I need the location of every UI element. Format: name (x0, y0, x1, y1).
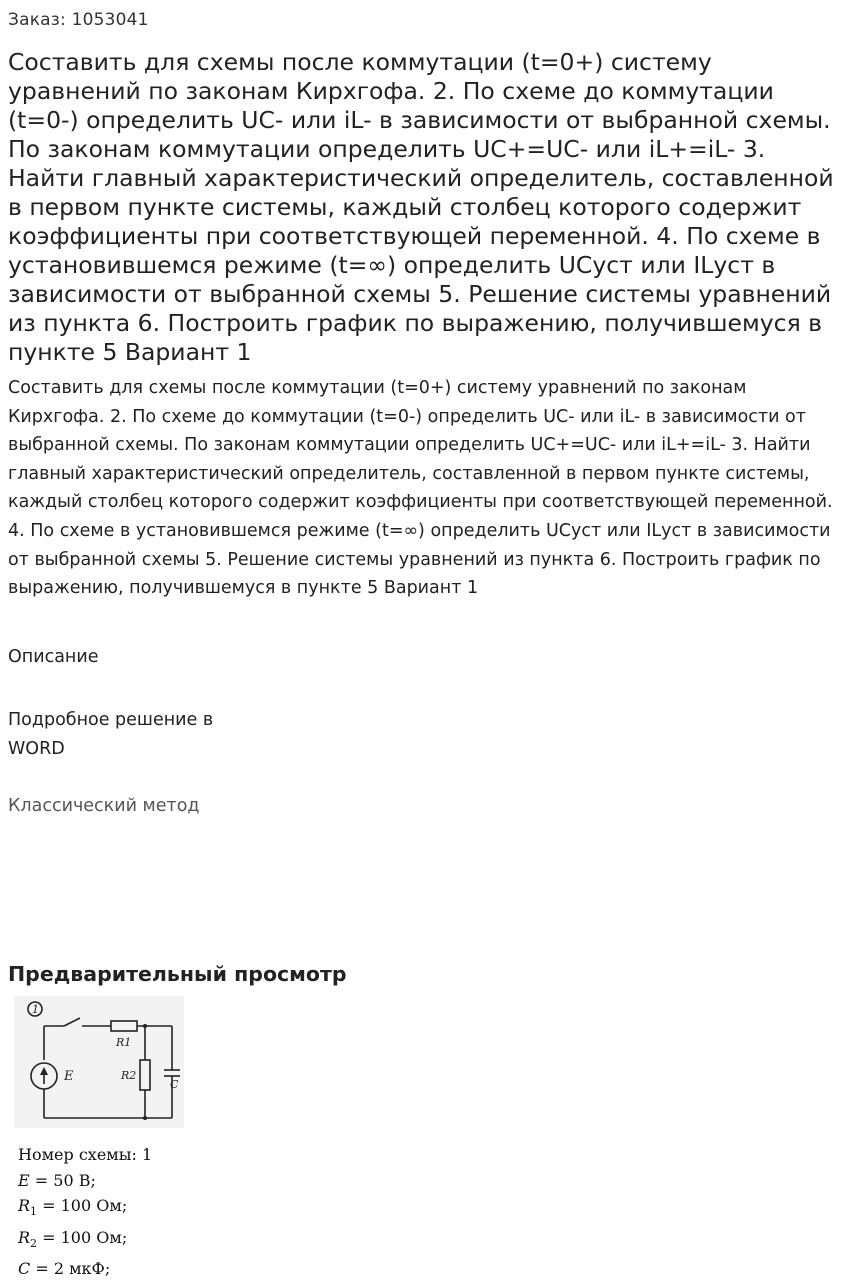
solution-format-line1: Подробное решение в (8, 710, 214, 730)
scheme-number-text: 1 (32, 1003, 39, 1016)
section-label-description: Описание (8, 647, 99, 667)
source-label: E (64, 1069, 74, 1084)
solution-format (8, 706, 213, 764)
c-label: C (170, 1078, 179, 1091)
param-r2: $R_2 = 100$ Ом; (18, 1227, 128, 1250)
preview-heading: Предварительный просмотр (8, 962, 347, 986)
r2-label: R2 (121, 1069, 137, 1082)
task-description: Составить для схемы после коммутации (t=0+) систему уравнений по законам Кирхгофа. 2. По схеме до коммутации (t=0-) определить UC- или iL- в зависимости от выбранной схемы. По законам коммутации определить UC+=UC- или iL+=iL- 3. Найти главный характеристический определитель, составленной в первом пункте системы, каждый столбец которого содержит коэффициенты при соответствующей переменной. 4. По схеме в установившемся режиме (t=∞) определить UCуст или ILуст в зависимости от выбранной схемы 5. Решение системы уравнений из пункта 6. Построить график по выражению, получившемуся в пункте 5 Вариант 1 (8, 378, 833, 599)
source-arrow (40, 1067, 48, 1075)
page-title: Составить для схемы после коммутации (t=0+) систему уравнений по законам Кирхгофа. 2. По схеме до коммутации (t=0-) определить UC- или iL- в зависимости от выбранной схемы. По законам коммутации определить UC+=UC- или iL+=iL- 3. Найти главный характеристический определитель, составленной в первом пункте системы, каждый столбец которого содержит коэффициенты при соответствующей переменной. 4. По схеме в установившемся режиме (t=∞) определить UCуст или ILуст в зависимости от выбранной схемы 5. Решение системы уравнений из пункта 6. Построить график по выражению, получившемуся в пункте 5 Вариант 1 (8, 48, 834, 366)
resistor-r1 (111, 1021, 137, 1031)
solution-format-line2: WORD (8, 739, 65, 759)
param-r1: $R_1 = 100$ Ом; (18, 1196, 128, 1219)
param-scheme-number: Номер схемы: 1 (18, 1145, 153, 1164)
circuit-schematic-image (14, 996, 184, 1128)
switch-blade (64, 1018, 80, 1026)
circuit-parameters (18, 1142, 152, 1282)
r1-label: R1 (116, 1036, 132, 1049)
method-label: Классический метод (8, 796, 200, 816)
resistor-r2 (140, 1060, 150, 1090)
param-e: E = 50 В; (18, 1170, 96, 1190)
param-c: C = 2 мкФ; (18, 1259, 111, 1279)
order-number: Заказ: 1053041 (8, 10, 149, 30)
